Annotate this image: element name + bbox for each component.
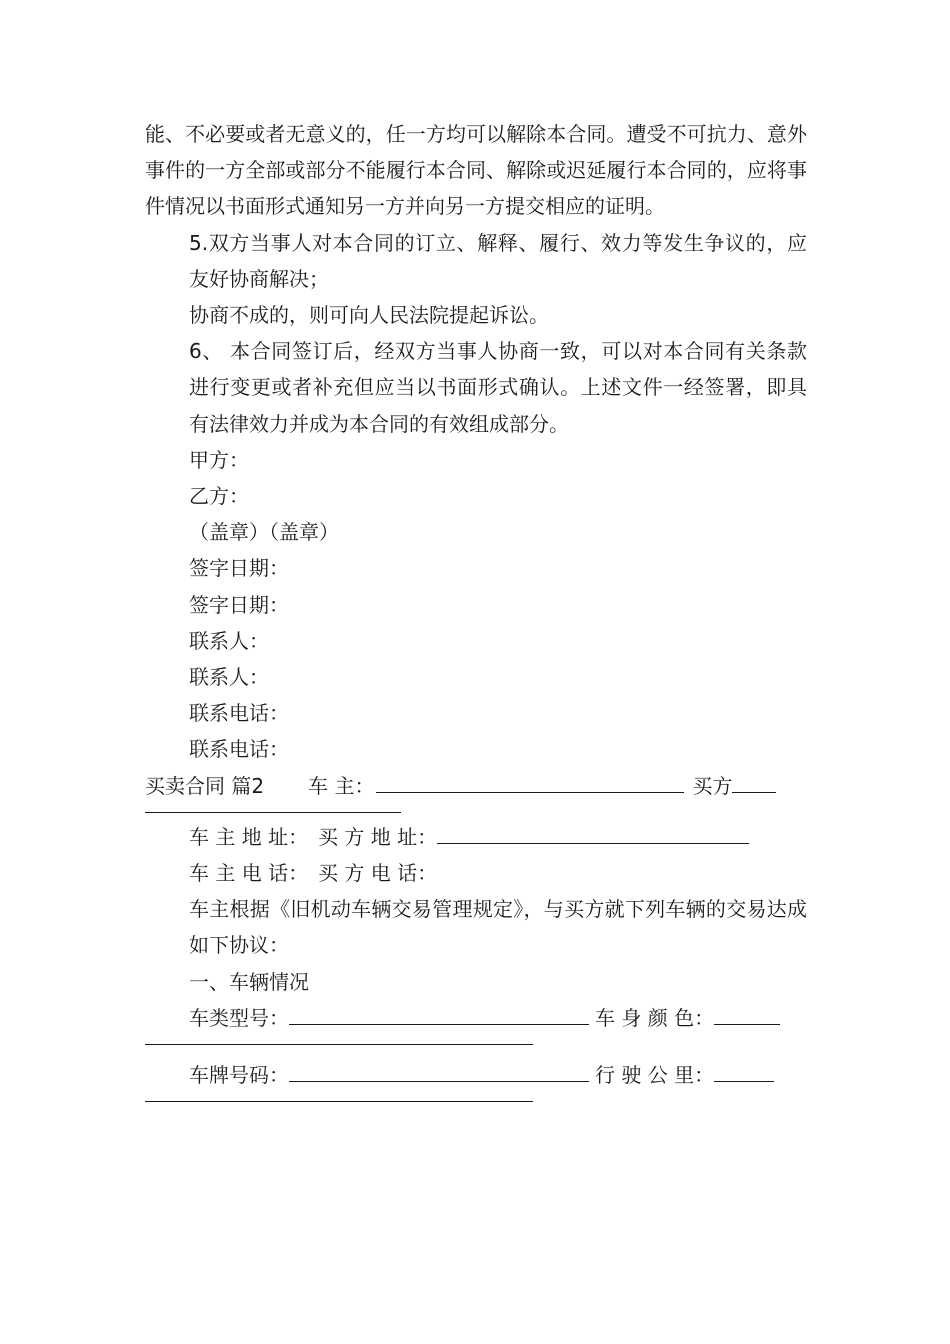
model-label: 车类型号： [189,1005,289,1030]
sign-date-label-2: 签字日期： [189,592,289,617]
phone-row [145,855,807,891]
owner-label: 车 主： [308,773,375,798]
contact-label-2: 联系人： [189,665,269,690]
contact-label-1: 联系人： [189,628,269,653]
model-color-row [145,1000,807,1036]
plate-blank [289,1059,589,1082]
address-row [145,819,807,855]
contract2-intro: 车主根据《旧机动车辆交易管理规定》，与买方就下列车辆的交易达成如下协议： [189,897,807,958]
owner-blank [376,770,684,793]
phone-label-2: 联系电话： [189,737,289,762]
owner-phone-label: 车 主 电 话： [189,861,309,886]
mileage-blank [714,1059,774,1082]
buyer-blank [732,770,776,793]
buyer-address-label: 买 方 地 址： [318,824,438,849]
contract2-header-row [145,768,807,804]
plate-label: 车牌号码： [189,1063,289,1088]
sign-date-label-1: 签字日期： [189,556,289,581]
section-vehicle-info: 一、车辆情况 [189,969,309,994]
party-b-label: 乙方： [189,484,249,509]
phone-label-1: 联系电话： [189,701,289,726]
paragraph-force-majeure: 能、不必要或者无意义的，任一方均可以解除本合同。遭受不可抗力、意外事件的一方全部或部分不能履行本合同、解除或迟延履行本合同的，应将事件情况以书面形式通知另一方并向另一方提交相应的证明。 [145,122,807,219]
paragraph-dispute: 5.双方当事人对本合同的订立、解释、履行、效力等发生争议的，应友好协商解决； [189,230,807,291]
seal-label: （盖章）（盖章） [189,520,339,545]
owner-address-label: 车 主 地 址： [189,824,309,849]
contract2-heading: 买卖合同 篇2 [145,773,265,798]
plate-mileage-row [145,1057,807,1093]
paragraph-amendment: 6、 本合同签订后，经双方当事人协商一致，可以对本合同有关条款进行变更或者补充但应当以书面形式确认。上述文件一经签署，即具有法律效力并成为本合同的有效组成部分。 [189,339,807,436]
party-a-label: 甲方： [189,447,249,472]
paragraph-litigation: 协商不成的，则可向人民法院提起诉讼。 [189,303,549,328]
model-blank [289,1002,589,1025]
color-label: 车 身 颜 色： [595,1005,715,1030]
buyer-phone-label: 买 方 电 话： [318,861,438,886]
buyer-label: 买方 [692,773,733,798]
buyer-address-blank [437,821,749,844]
color-blank [714,1002,780,1025]
document-page [145,116,807,1102]
mileage-label: 行 驶 公 里： [595,1063,715,1088]
